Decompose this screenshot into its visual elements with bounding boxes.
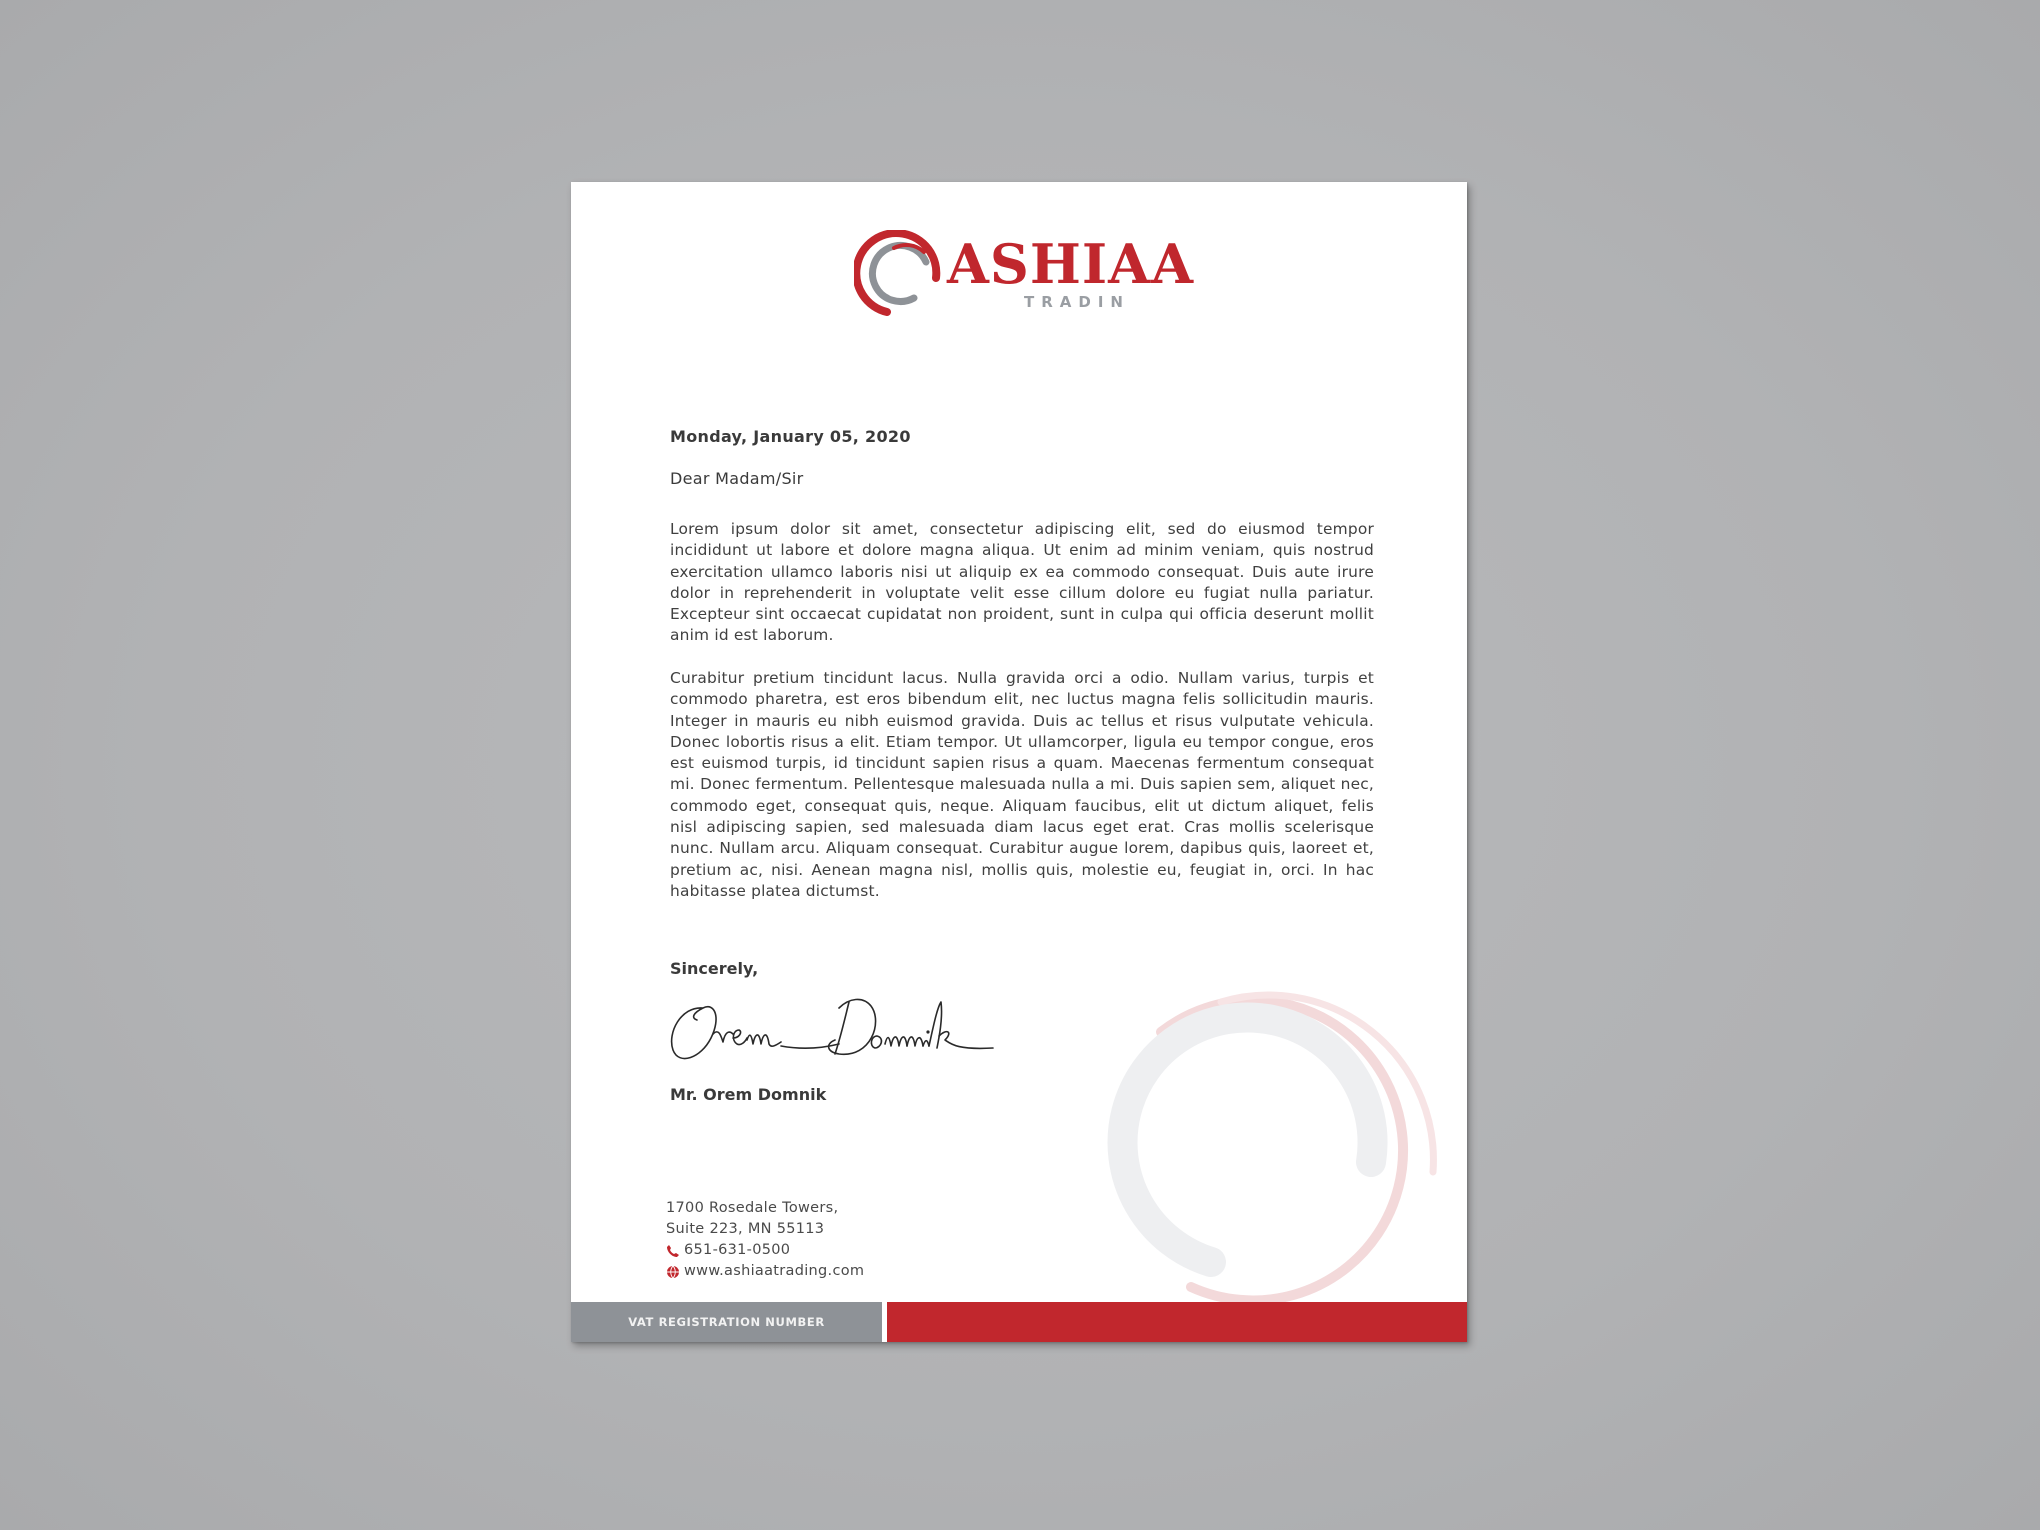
footer-contact [666,1198,864,1282]
address-line-2: Suite 223, MN 55113 [666,1221,825,1237]
brand-name: ASHIAA [947,232,1194,296]
brand-subtitle: TRADIN [1024,293,1130,311]
globe-icon [666,1265,680,1279]
watermark-ring-graphic [1071,952,1467,1312]
logo-ring-icon [854,230,954,320]
signer-name: Mr. Orem Domnik [670,1085,827,1104]
footer-red-bar [887,1302,1467,1342]
website-line[interactable] [666,1261,864,1282]
website-link[interactable]: www.ashiaatrading.com [684,1263,865,1279]
company-logo [854,230,1199,320]
letter-closing: Sincerely, [670,959,759,978]
address-line-1: 1700 Rosedale Towers, [666,1200,839,1216]
phone-icon [666,1244,680,1258]
phone-line [666,1240,864,1261]
letter-salutation: Dear Madam/Sir [670,469,804,488]
letter-paragraph: Curabitur pretium tincidunt lacus. Nulla gravida orci a odio. Nullam varius, turpis et commodo pharetra, est eros bibendum elit, nec luctus magna felis sollicitudin mauris. Integer in mauris eu nibh euismod gravida. Duis ac tellus et risus vulputate vehicula. Donec lobortis risus a elit. Etiam tempor. Ut ullamcorper, ligula eu tempor congue, eros est euismod turpis, id tincidunt sapien risus a quam. Maecenas fermentum consequat mi. Donec fermentum. Pellentesque malesuada nulla a mi. Duis sapien sem, aliquet nec, commodo eget, consequat quis, neque. Aliquam faucibus, elit ut dictum aliquet, felis nisl adipiscing sapien, sed malesuada diam lacus eget erat. Cras mollis scelerisque nunc. Nullam arcu. Aliquam consequat. Curabitur augue lorem, dapibus quis, laoreet et, pretium ac, nisi. Aenean magna nisl, mollis quis, molestie eu, feugiat in, orci. In hac habitasse platea dictumst. [670,669,1374,900]
vat-registration-label: VAT REGISTRATION NUMBER [628,1315,825,1329]
letter-date: Monday, January 05, 2020 [670,427,911,446]
handwritten-signature [663,988,1003,1078]
phone-number: 651-631-0500 [684,1242,791,1258]
letterhead-page [571,182,1467,1342]
letter-paragraph: Lorem ipsum dolor sit amet, consectetur adipiscing elit, sed do eiusmod tempor incididunt ut labore et dolore magna aliqua. Ut enim ad minim veniam, quis nostrud exercitation ullamco laboris nisi ut aliquip ex ea commodo consequat. Duis aute irure dolor in reprehenderit in voluptate velit esse cillum dolore eu fugiat nulla pariatur. Excepteur sint occaecat cupidatat non proident, sunt in culpa qui officia deserunt mollit anim id est laborum. [670,520,1374,645]
footer-grey-bar [571,1302,882,1342]
